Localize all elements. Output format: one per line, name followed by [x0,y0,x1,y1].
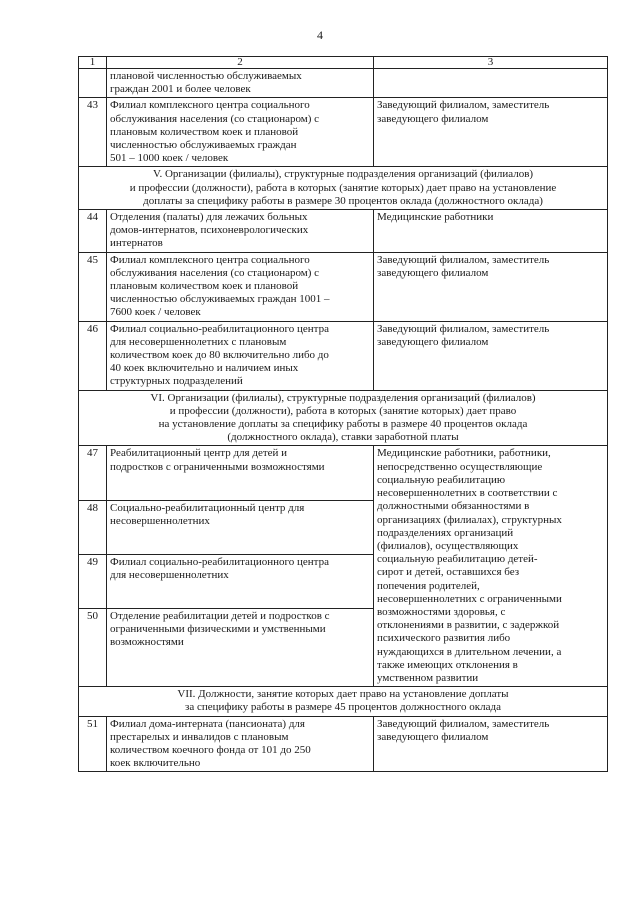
organization-name: Филиал комплексного центра социального обслуживания населения (со стационаром) с плановым количеством коек и плановой численностью обслуживаемых граждан 501 – 1000 коек / человек [107,98,374,167]
table-row [79,252,608,321]
position-name: Заведующий филиалом, заместитель заведующего филиалом [374,321,608,390]
section-heading: V. Организации (филиалы), структурные подразделения организаций (филиалов) и профессии (должности), работа в которых (занятие которых) дает право на установление доплаты за специфику работы в размере 30 процентов оклада (должностного оклада) [79,167,608,210]
position-name: Заведующий филиалом, заместитель заведующего филиалом [374,716,608,772]
table-row [79,716,608,772]
organization-name: Социально-реабилитационный центр для несовершеннолетних [107,500,374,554]
table-header [79,57,608,69]
section-heading: VI. Организации (филиалы), структурные подразделения организаций (филиалов) и профессии (должности), работа в которых (занятие которых) дает право на установление доплаты за специфику работы в размере 40 процентов оклада (должностного оклада), ставки заработной платы [79,390,608,446]
table-row [79,210,608,253]
row-number: 50 [79,608,107,686]
table-row [79,98,608,167]
column-number-2: 2 [107,57,374,69]
column-number-3: 3 [374,57,608,69]
row-number: 51 [79,716,107,772]
page-number: 4 [317,28,323,42]
table-row [79,446,608,500]
row-number: 44 [79,210,107,253]
table-row [79,321,608,390]
organization-name: Отделения (палаты) для лежачих больных домов-интернатов, психоневрологических интернатов [107,210,374,253]
section-heading-row [79,167,608,210]
organization-name: плановой численностью обслуживаемых граждан 2001 и более человек [107,69,374,98]
row-number: 45 [79,252,107,321]
position-name: Заведующий филиалом, заместитель заведующего филиалом [374,98,608,167]
organization-name: Реабилитационный центр для детей и подростков с ограниченными возможностями [107,446,374,500]
position-name: Медицинские работники [374,210,608,253]
section-heading: VII. Должности, занятие которых дает право на установление доплаты за специфику работы в размере 45 процентов должностного оклада [79,687,608,716]
position-name: Медицинские работники, работники, непосредственно осуществляющие социальную реабилитацию несовершеннолетних в соответствии с должностными обязанностями в организациях (филиалах), структурных подразделениях организаций (филиалов), осуществляющих социальную реабилитацию детей- сирот и детей, оставшихся без попечения родителей, несовершеннолетних с ограниченными возможностями здоровья, с отклонениями в развитии, с задержкой психического развития либо нуждающихся в длительном лечении, а также имеющих отклонения в умственном развитии [374,446,608,687]
position-name [374,69,608,98]
organization-name: Филиал социально-реабилитационного центра для несовершеннолетних с плановым количеством коек до 80 включительно либо до 40 коек включительно и наличием иных структурных подразделений [107,321,374,390]
organization-name: Филиал социально-реабилитационного центра для несовершеннолетних [107,554,374,608]
row-number: 49 [79,554,107,608]
section-heading-row [79,390,608,446]
row-number: 48 [79,500,107,554]
professions-table [78,56,608,772]
row-number: 43 [79,98,107,167]
organization-name: Филиал комплексного центра социального обслуживания населения (со стационаром) с плановым количеством коек и плановой численностью обслуживаемых граждан 1001 – 7600 коек / человек [107,252,374,321]
column-number-1: 1 [79,57,107,69]
table-row [79,69,608,98]
row-number [79,69,107,98]
row-number: 46 [79,321,107,390]
organization-name: Отделение реабилитации детей и подростков с ограниченными физическими и умственными возможностями [107,608,374,686]
row-number: 47 [79,446,107,500]
position-name: Заведующий филиалом, заместитель заведующего филиалом [374,252,608,321]
section-heading-row [79,687,608,716]
organization-name: Филиал дома-интерната (пансионата) для престарелых и инвалидов с плановым количеством коечного фонда от 101 до 250 коек включительно [107,716,374,772]
